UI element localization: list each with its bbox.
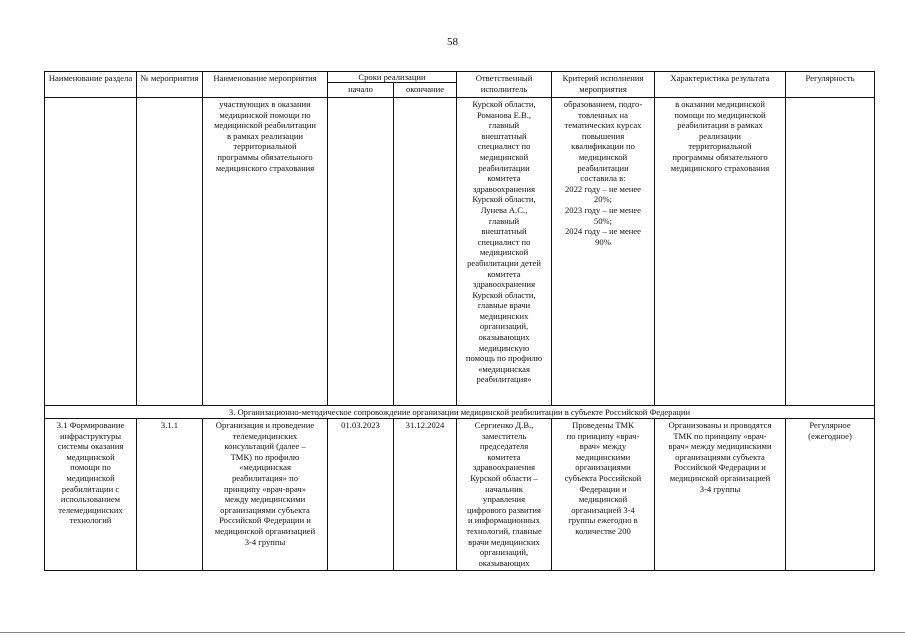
header-activity-name: Наименование мероприятия [203, 72, 328, 98]
header-number: № мероприятия [137, 72, 203, 98]
cell-responsible: Сергиенко Д.В., заместитель председателя комитета здравоохранения Курской области – начальник управления цифрового развития и информационных технологий, главные врачи медицинских организаций, оказывающих [457, 419, 552, 571]
header-start: начало [328, 83, 394, 98]
cell-responsible: Курской области, Романова Е.В., главный внештатный специалист по медицинской реабилитации комитета здравоохранения Курской области, Лунева А.С., главный внештатный специалист по медицинской реабилитации детей комитета здравоохранения Курской области, главные врачи медицинских организаций, оказывающих медицинскую помощь по профилю «медицинская реабилитация» [457, 98, 552, 406]
cell-section-name [45, 98, 137, 406]
header-terms: Сроки реализации [328, 72, 457, 83]
header-end: окончание [394, 83, 457, 98]
cell-criterion: образованием, подго- товленных на тематических курсах повышения квалификации по медицинской реабилитации составила в: 2022 году – не менее 20%; 2023 году – не менее 50%; 2024 году – не менее 90% [552, 98, 655, 406]
cell-number [137, 98, 203, 406]
page-bottom-rule [0, 632, 905, 633]
header-responsible: Ответственный исполнитель [457, 72, 552, 98]
cell-criterion: Проведены ТМК по принципу «врач- врач» между медицинскими организациями субъекта Российской Федерации и медицинской организацией 3-4 группы ежегодно в количестве 200 [552, 419, 655, 571]
cell-end: 31.12.2024 [394, 419, 457, 571]
activities-table [44, 71, 875, 571]
cell-regularity [786, 98, 875, 406]
page-number: 58 [447, 36, 458, 48]
cell-regularity: Регулярное (ежегодное) [786, 419, 875, 571]
cell-activity-name: участвующих в оказании медицинской помощи по медицинской реабилитации в рамках реализации территориальной программы обязательного медицинского страхования [203, 98, 328, 406]
section-title-row [45, 406, 875, 419]
header-regularity: Регулярность [786, 72, 875, 98]
cell-result: Организованы и проводятся ТМК по принципу «врач- врач» между медицинскими организациями субъекта Российской Федерации и медицинской организацией 3-4 группы [655, 419, 786, 571]
cell-section-name: 3.1 Формирование инфраструктуры системы оказания медицинской помощи по медицинской реабилитации с использованием телемедицинских технологий [45, 419, 137, 571]
cell-number: 3.1.1 [137, 419, 203, 571]
section-title: 3. Организационно-методическое сопровождение организации медицинской реабилитации в субъекте Российской Федерации [45, 406, 875, 419]
cell-activity-name: Организация и проведение телемедицинских консультаций (далее – ТМК) по профилю «медицинская реабилитация» по принципу «врач-врач» между медицинскими организациями субъекта Российской Федерации и медицинской организацией 3-4 группы [203, 419, 328, 571]
cell-start: 01.03.2023 [328, 419, 394, 571]
table-row-continuation [45, 98, 875, 406]
cell-result: в оказании медицинской помощи по медицинской реабилитации в рамках реализации территориальной программы обязательного медицинского страхования [655, 98, 786, 406]
header-section-name: Наименование раздела [45, 72, 137, 98]
table-row-3-1 [45, 419, 875, 571]
header-criterion: Критерий исполнения мероприятия [552, 72, 655, 98]
header-row-1 [45, 72, 875, 83]
header-result: Характеристика результата [655, 72, 786, 98]
cell-start [328, 98, 394, 406]
cell-end [394, 98, 457, 406]
